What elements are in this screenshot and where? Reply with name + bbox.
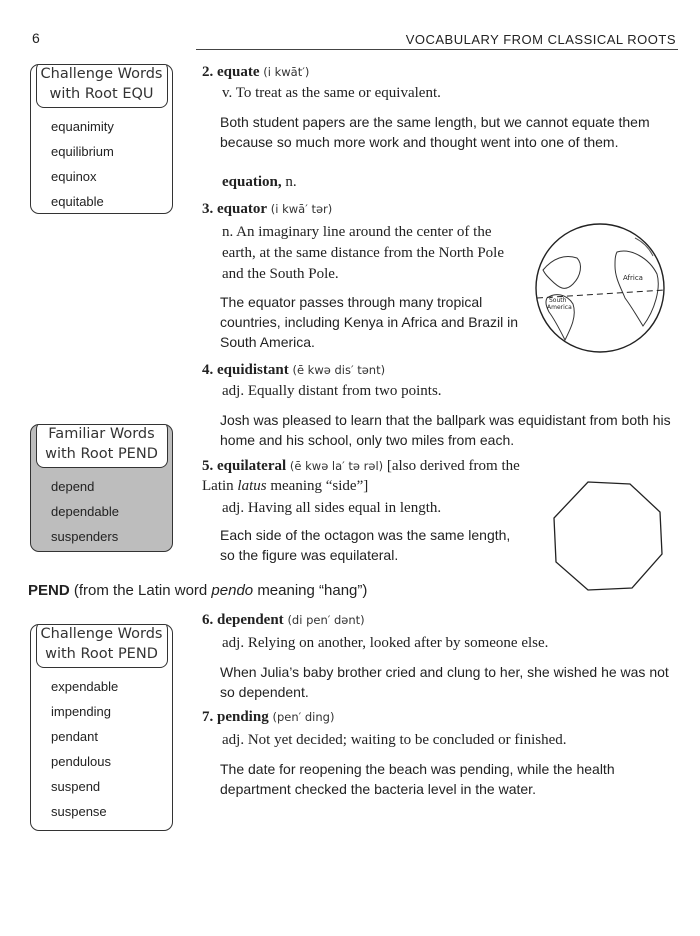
root-label: PEND (28, 582, 70, 599)
entry-definition: adj. Equally distant from two points. (222, 383, 442, 399)
entry-number: 6. (202, 612, 214, 628)
box-title-line2: with Root PEND (45, 646, 158, 662)
entry-example: The equator passes through many tropical countries, including Kenya in Africa and Brazil in South America. (220, 294, 519, 350)
entry-number: 7. (202, 709, 214, 725)
pronunciation: (ē kwə la′ tə rəl) (289, 459, 384, 473)
entry-heading-equate (202, 62, 672, 82)
entry-word: equate (217, 64, 260, 80)
box-title (36, 424, 168, 468)
list-item: suspenders (51, 529, 119, 544)
entry-number: 2. (202, 64, 214, 80)
word-list (31, 668, 172, 824)
list-item: dependable (51, 504, 119, 519)
list-item: expendable (51, 679, 119, 694)
challenge-words-equ-box (30, 64, 173, 214)
entry-number: 3. (202, 201, 214, 217)
familiar-words-pend-box (30, 424, 173, 552)
list-item: equilibrium (51, 144, 114, 159)
list-item: pendant (51, 729, 98, 744)
latin-word: pendo (211, 582, 254, 599)
box-title-line2: with Root PEND (45, 446, 158, 462)
pronunciation: (ē kwə dis′ tənt) (292, 363, 386, 377)
entry-example: The date for reopening the beach was pending, while the health department checked the bacteria level in the water. (220, 761, 615, 797)
entry-number: 5. (202, 458, 214, 474)
list-item: impending (51, 704, 111, 719)
list-item: equitable (51, 194, 104, 209)
box-title-line1: Familiar Words (48, 426, 155, 442)
section-heading-pend (28, 582, 367, 599)
octagon-shape (554, 482, 662, 590)
entry-definition: adj. Relying on another, looked after by someone else. (222, 635, 549, 651)
entry-heading-dependent (202, 610, 672, 630)
entry-definition: adj. Not yet decided; waiting to be concluded or finished. (222, 732, 567, 748)
label-africa: Africa (623, 274, 643, 282)
entry-definition: v. To treat as the same or equivalent. (222, 85, 441, 101)
page-number: 6 (32, 30, 40, 46)
entry-heading-equator (202, 199, 672, 219)
challenge-words-pend-box (30, 624, 173, 831)
header-rule (196, 49, 678, 50)
entry-example: When Julia’s baby brother cried and clung to her, she wished he was not so dependent. (220, 664, 669, 700)
pronunciation: (i kwāt′) (263, 65, 310, 79)
latin-word: latus (237, 478, 267, 494)
entry-heading-equilateral (202, 456, 522, 496)
list-item: depend (51, 479, 95, 494)
label-south-america-2: America (547, 304, 572, 311)
entry-definition: n. An imaginary line around the center of the earth, at the same distance from the North Pole and the South Pole. (222, 224, 504, 282)
octagon-illustration (540, 478, 670, 598)
entry-heading-pending (202, 707, 672, 727)
box-title (36, 624, 168, 668)
list-item: suspense (51, 804, 107, 819)
pronunciation: (pen′ ding) (272, 710, 335, 724)
box-title-line1: Challenge Words (40, 66, 163, 82)
list-item: pendulous (51, 754, 111, 769)
label-south-america-1: South (549, 297, 567, 304)
list-item: equinox (51, 169, 97, 184)
entry-word: equator (217, 201, 267, 217)
box-title (36, 64, 168, 108)
pronunciation: (i kwā′ tər) (270, 202, 333, 216)
derived-form (222, 172, 297, 192)
entry-example: Both student papers are the same length, but we cannot equate them because so much more work and thought went into one of them. (220, 114, 650, 150)
etymology-note: [also derived from the Latin (202, 458, 520, 494)
entry-number: 4. (202, 362, 214, 378)
heading-text-end: meaning “hang”) (257, 582, 368, 599)
entry-word: equidistant (217, 362, 289, 378)
pronunciation: (di pen′ dənt) (287, 613, 365, 627)
list-item: suspend (51, 779, 101, 794)
word-list (31, 468, 172, 549)
running-header-title: VOCABULARY FROM CLASSICAL ROOTS (405, 32, 676, 47)
derived-pos: n. (285, 174, 297, 190)
entry-heading-equidistant (202, 360, 672, 380)
entry-word: equilateral (217, 458, 287, 474)
entry-word: pending (217, 709, 269, 725)
entry-word: dependent (217, 612, 284, 628)
list-item: equanimity (51, 119, 114, 134)
globe-illustration (525, 218, 675, 358)
etymology-note-end: meaning “side”] (270, 478, 369, 494)
globe-outline (536, 224, 664, 352)
entry-definition: adj. Having all sides equal in length. (222, 500, 442, 516)
entry-example: Josh was pleased to learn that the ballpark was equidistant from both his home and his school, only two miles from each. (220, 412, 671, 448)
derived-word: equation, (222, 174, 282, 190)
word-list (31, 108, 172, 214)
heading-text: (from the Latin word (73, 582, 208, 599)
box-title-line1: Challenge Words (40, 626, 163, 642)
box-title-line2: with Root EQU (49, 86, 154, 102)
entry-example: Each side of the octagon was the same length, so the figure was equilateral. (220, 527, 511, 563)
